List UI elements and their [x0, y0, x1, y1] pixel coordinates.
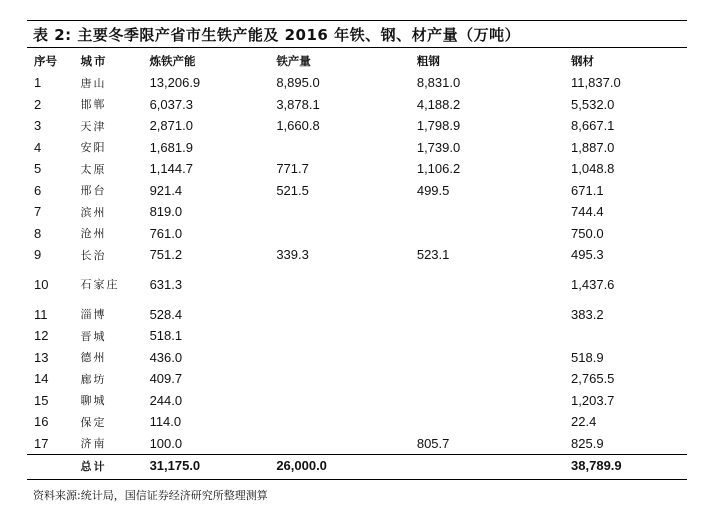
- table-row: [27, 266, 687, 304]
- table-row: [27, 368, 687, 390]
- cell-no: 6: [34, 182, 42, 198]
- cell-pig-iron: [276, 433, 417, 455]
- cell-crude-steel: [417, 411, 571, 433]
- cell-crude-steel: [417, 368, 571, 390]
- header-no: 序号: [34, 54, 57, 68]
- cell-no: 3: [34, 118, 42, 134]
- header-pig-iron: 铁产量: [276, 54, 311, 68]
- total-crude-steel: [417, 455, 571, 477]
- cell-crude-steel: 1,739.0: [416, 139, 461, 155]
- cell-steel-products: 671.1: [571, 182, 604, 198]
- cell-pig-iron: 1,660.8: [276, 118, 320, 134]
- cell-pig-iron: 3,878.1: [276, 96, 320, 112]
- cell-no: 10: [34, 277, 49, 292]
- cell-iron-capacity: 2,871.0: [149, 118, 193, 134]
- cell-pig-iron: [276, 411, 417, 433]
- header-city: 城市: [80, 54, 108, 68]
- table-row: [27, 115, 687, 137]
- cell-pig-iron: [276, 266, 417, 304]
- cell-iron-capacity: 1,681.9: [149, 139, 193, 155]
- cell-iron-capacity: 409.7: [149, 371, 183, 387]
- cell-steel-products: 1,437.6: [571, 277, 615, 292]
- cell-steel-products: 1,048.8: [571, 161, 615, 177]
- cell-steel-products: 750.0: [571, 225, 604, 241]
- total-iron-capacity: 31,175.0: [150, 455, 277, 477]
- cell-steel-products: 1,203.7: [571, 392, 615, 408]
- cell-no: 8: [34, 225, 42, 241]
- cell-iron-capacity: 761.0: [149, 225, 183, 241]
- cell-crude-steel: [417, 201, 571, 223]
- cell-city: 济南: [80, 437, 107, 451]
- cell-city: 淄博: [80, 308, 107, 322]
- table-row: [27, 201, 687, 223]
- cell-no: 4: [34, 139, 42, 155]
- table-title-bar: [27, 20, 687, 48]
- cell-iron-capacity: 921.4: [149, 182, 183, 198]
- cell-crude-steel: [417, 390, 571, 412]
- cell-crude-steel: 1,106.2: [416, 161, 461, 177]
- table-row: [27, 347, 687, 369]
- cell-steel-products: 8,667.1: [571, 118, 615, 134]
- cell-pig-iron: [276, 137, 417, 159]
- cell-no: 17: [34, 435, 49, 451]
- cell-city: 保定: [80, 415, 107, 429]
- cell-steel-products: 22.4: [571, 414, 597, 430]
- cell-steel-products: 495.3: [571, 247, 604, 263]
- cell-crude-steel: [417, 266, 571, 304]
- header-crude-steel: 粗钢: [416, 54, 440, 68]
- cell-city: 沧州: [80, 227, 107, 241]
- cell-iron-capacity: 6,037.3: [149, 96, 193, 112]
- cell-pig-iron: [276, 390, 417, 412]
- table-title: 表 2: 主要冬季限产省市生铁产能及 2016 年铁、钢、材产量（万吨）: [33, 25, 521, 44]
- cell-iron-capacity: 1,144.7: [149, 161, 193, 177]
- cell-iron-capacity: 751.2: [149, 247, 183, 263]
- table-row: [27, 180, 687, 202]
- cell-steel-products: 11,837.0: [571, 75, 621, 91]
- total-steel-products: 38,789.9: [571, 455, 687, 477]
- cell-city: 廊坊: [80, 372, 107, 386]
- table-row: [27, 244, 687, 266]
- cell-crude-steel: 8,831.0: [416, 75, 461, 91]
- cell-no: 7: [34, 204, 42, 220]
- cell-iron-capacity: 244.0: [149, 392, 183, 408]
- cell-no: 16: [34, 414, 49, 430]
- cell-pig-iron: [276, 304, 417, 326]
- cell-city: 唐山: [80, 76, 107, 90]
- cell-city: 长治: [80, 248, 107, 262]
- cell-no: 1: [34, 75, 42, 91]
- data-table: [27, 50, 687, 477]
- cell-pig-iron: 521.5: [276, 182, 309, 198]
- cell-crude-steel: [417, 347, 571, 369]
- cell-iron-capacity: 518.1: [149, 328, 183, 344]
- cell-steel-products: 825.9: [571, 435, 604, 451]
- table-row: [27, 94, 687, 116]
- cell-city: 滨州: [80, 205, 107, 219]
- table-row: [27, 158, 687, 180]
- cell-iron-capacity: 436.0: [149, 349, 183, 365]
- cell-steel-products: 518.9: [571, 349, 604, 365]
- cell-pig-iron: 771.7: [276, 161, 309, 177]
- cell-pig-iron: [276, 201, 417, 223]
- total-pig-iron: 26,000.0: [276, 455, 417, 477]
- table-row: [27, 411, 687, 433]
- header-row: [27, 50, 687, 72]
- cell-iron-capacity: 819.0: [149, 204, 183, 220]
- cell-city: 晋城: [80, 329, 107, 343]
- cell-crude-steel: 523.1: [416, 247, 450, 263]
- cell-crude-steel: 1,798.9: [416, 118, 461, 134]
- table-row: [27, 390, 687, 412]
- cell-pig-iron: [276, 223, 417, 245]
- source-text: 资料来源:统计局，国信证券经济研究所整理测算: [33, 489, 268, 502]
- total-row: [27, 455, 687, 477]
- cell-pig-iron: [276, 347, 417, 369]
- cell-iron-capacity: 114.0: [149, 414, 182, 430]
- cell-no: 2: [34, 96, 42, 112]
- cell-no: 13: [34, 349, 49, 365]
- cell-iron-capacity: 100.0: [149, 435, 183, 451]
- cell-iron-capacity: 13,206.9: [149, 75, 201, 91]
- header-steel-products: 钢材: [571, 54, 595, 68]
- cell-steel-products: 383.2: [571, 306, 604, 322]
- cell-crude-steel: 805.7: [416, 435, 450, 451]
- cell-city: 聊城: [80, 394, 107, 408]
- cell-no: 11: [34, 306, 48, 322]
- cell-no: 14: [34, 371, 49, 387]
- cell-steel-products: 1,887.0: [571, 139, 615, 155]
- cell-city: 德州: [80, 351, 107, 365]
- cell-steel-products: [571, 325, 687, 347]
- table-row: [27, 304, 687, 326]
- cell-crude-steel: 4,188.2: [416, 96, 461, 112]
- cell-city: 邯郸: [80, 98, 107, 112]
- cell-steel-products: 2,765.5: [571, 371, 615, 387]
- cell-pig-iron: 339.3: [276, 247, 309, 263]
- cell-crude-steel: [417, 325, 571, 347]
- cell-steel-products: 5,532.0: [571, 96, 615, 112]
- cell-city: 石家庄: [80, 278, 120, 291]
- cell-iron-capacity: 528.4: [149, 306, 183, 322]
- cell-city: 邢台: [80, 184, 107, 198]
- cell-pig-iron: [276, 368, 417, 390]
- cell-steel-products: 744.4: [571, 204, 604, 220]
- cell-crude-steel: 499.5: [416, 182, 450, 198]
- cell-no: 15: [34, 392, 49, 408]
- cell-city: 安阳: [80, 141, 107, 155]
- cell-crude-steel: [417, 304, 571, 326]
- cell-no: 12: [34, 328, 49, 344]
- cell-city: 天津: [80, 119, 107, 133]
- table-row: [27, 325, 687, 347]
- cell-no: 9: [34, 247, 42, 263]
- header-iron-capacity: 炼铁产能: [149, 54, 196, 68]
- table-row: [27, 223, 687, 245]
- source-note: [27, 479, 687, 503]
- cell-iron-capacity: 631.3: [149, 277, 183, 292]
- total-label: 总计: [80, 455, 149, 477]
- cell-no: 5: [34, 161, 42, 177]
- cell-no: [27, 455, 80, 477]
- cell-city: 太原: [80, 162, 107, 176]
- table-row: [27, 433, 687, 455]
- table-row: [27, 137, 687, 159]
- cell-pig-iron: [276, 325, 417, 347]
- cell-crude-steel: [417, 223, 571, 245]
- table-row: [27, 72, 687, 94]
- cell-pig-iron: 8,895.0: [276, 75, 320, 91]
